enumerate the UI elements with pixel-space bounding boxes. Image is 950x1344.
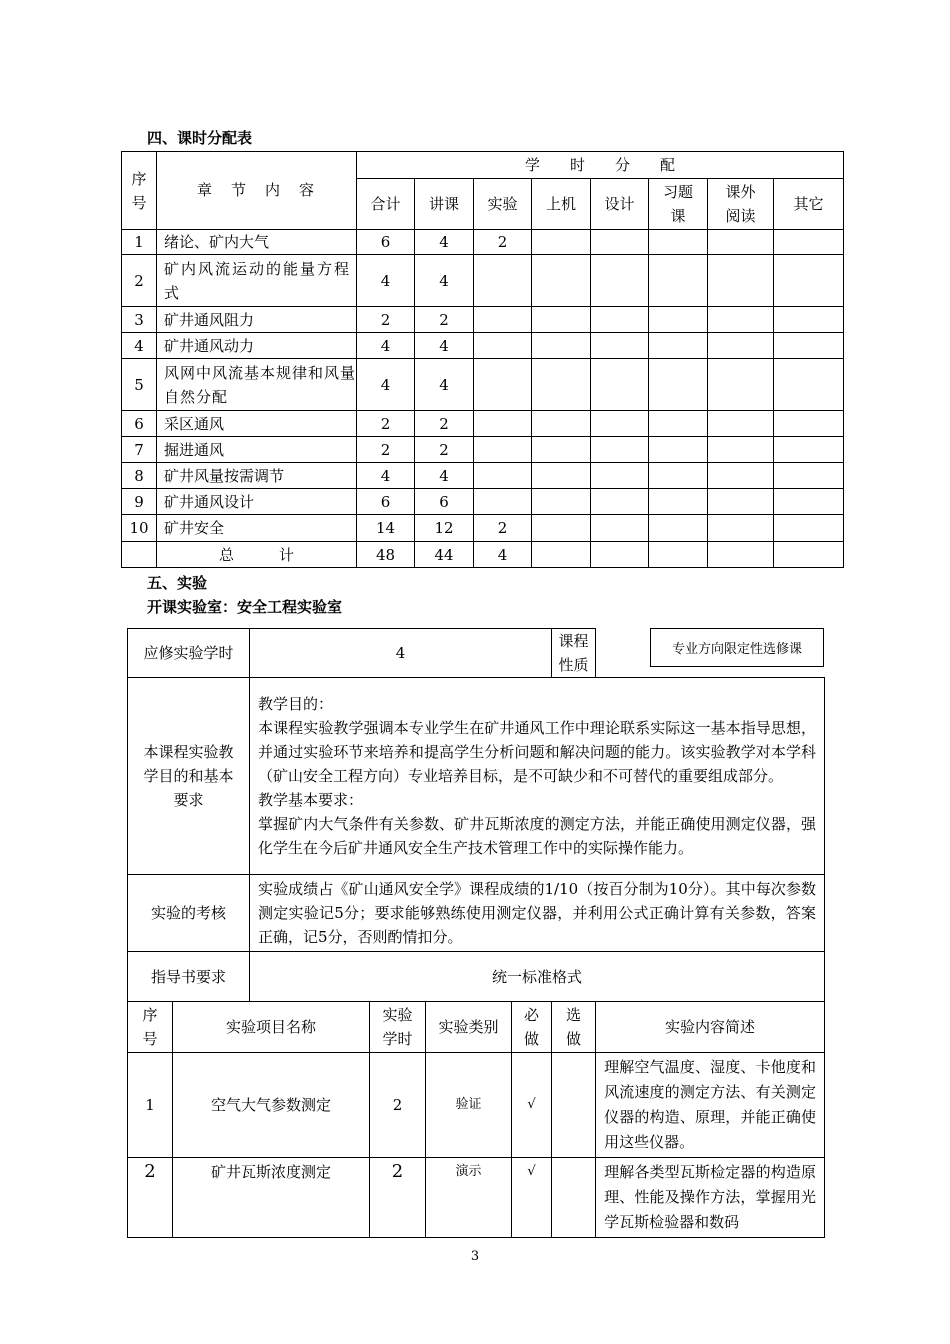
table-row (122, 333, 844, 359)
row-total: 6 (357, 489, 415, 515)
row-lab: 2 (474, 515, 532, 542)
row-seq: 6 (122, 411, 157, 437)
purpose-req-body: 掌握矿内大气条件有关参数、矿井瓦斯浓度的测定方法，并能正确使用测定仪器，强化学生在今后矿井通风安全生产技术管理工作中的实际操作能力。 (258, 815, 817, 857)
row-seq: 10 (122, 515, 157, 542)
col-other: 其它 (774, 179, 844, 230)
section4-title: 四、课时分配表 (147, 129, 253, 147)
section5-title: 五、实验 (147, 574, 208, 592)
items-header (128, 1002, 825, 1053)
row-name: 掘进通风 (157, 437, 357, 463)
total-total: 48 (357, 542, 415, 568)
row-seq: 7 (122, 437, 157, 463)
item-desc: 理解空气温度、湿度、卡他度和风流速度的测定方法、有关测定仪器的构造、原理，并能正确使用这些仪器。 (596, 1053, 825, 1158)
table-row (122, 489, 844, 515)
row-total: 4 (357, 359, 415, 411)
row-name: 矿井风量按需调节 (157, 463, 357, 489)
header-hours: 学 时 分 配 (357, 152, 844, 179)
item-hours: 2 (370, 1053, 426, 1158)
item-hours: 2 (370, 1158, 426, 1238)
row-lab (474, 359, 532, 411)
row-lab (474, 307, 532, 333)
table-row (122, 307, 844, 333)
row-total: 2 (357, 411, 415, 437)
row-lecture: 6 (415, 489, 474, 515)
total-lab: 4 (474, 542, 532, 568)
item-name: 空气大气参数测定 (173, 1053, 370, 1158)
col-reading: 课外阅读 (708, 179, 774, 230)
row-lecture: 4 (415, 255, 474, 307)
row-lecture: 4 (415, 230, 474, 255)
lab-room: 开课实验室：安全工程实验室 (147, 598, 343, 616)
table-row (128, 1053, 825, 1158)
row-lecture: 4 (415, 359, 474, 411)
page-number: 3 (470, 1249, 480, 1264)
row-name: 矿井通风动力 (157, 333, 357, 359)
table-row (122, 359, 844, 411)
row-name: 矿井安全 (157, 515, 357, 542)
exam-text: 实验成绩占《矿山通风安全学》课程成绩的1/10（按百分制为10分）。其中每次参数测定实验记5分；要求能够熟练使用测定仪器，并利用公式正确计算有关参数，答案正确，记5分，否则酌情扣分。 (250, 875, 825, 952)
purpose-text (250, 678, 825, 875)
items-header-hours: 实验学时 (370, 1002, 426, 1053)
table-row (122, 230, 844, 255)
item-type: 验证 (426, 1053, 512, 1158)
item-required: √ (512, 1158, 552, 1238)
row-seq: 5 (122, 359, 157, 411)
items-header-seq: 序号 (128, 1002, 173, 1053)
table-row (122, 515, 844, 542)
hours-value: 4 (250, 629, 552, 678)
item-desc: 理解各类型瓦斯检定器的构造原理、性能及操作方法，掌握用光学瓦斯检验器和数码 (596, 1158, 825, 1238)
row-seq: 2 (122, 255, 157, 307)
purpose-goal-body: 本课程实验教学强调本专业学生在矿井通风工作中理论联系实际这一基本指导思想，并通过实验环节来培养和提高学生分析问题和解决问题的能力。该实验教学对本学科（矿山安全工程方向）专业培养目标，是不可缺少和不可替代的重要组成部分。 (258, 719, 817, 785)
items-header-name: 实验项目名称 (173, 1002, 370, 1053)
header-seq: 序号 (122, 152, 157, 230)
row-lab: 2 (474, 230, 532, 255)
row-lecture: 4 (415, 463, 474, 489)
row-lecture: 2 (415, 307, 474, 333)
row-lab (474, 463, 532, 489)
item-required: √ (512, 1053, 552, 1158)
purpose-label (128, 678, 250, 875)
row-name: 矿内风流运动的能量方程式 (157, 255, 357, 307)
row-seq: 1 (122, 230, 157, 255)
table-row (122, 255, 844, 307)
col-lab: 实验 (474, 179, 532, 230)
experiment-table (127, 628, 825, 1238)
col-exercise: 习题课 (649, 179, 708, 230)
table-row (122, 463, 844, 489)
total-label: 总 计 (157, 542, 357, 568)
row-lab (474, 411, 532, 437)
hours-allocation-table (121, 151, 844, 568)
row-total: 6 (357, 230, 415, 255)
row-name: 采区通风 (157, 411, 357, 437)
row-lecture: 12 (415, 515, 474, 542)
row-name: 矿井通风阻力 (157, 307, 357, 333)
guide-value: 统一标准格式 (250, 952, 825, 1002)
exam-label: 实验的考核 (128, 875, 250, 952)
item-optional (552, 1053, 596, 1158)
nature-label: 课程性质 (552, 629, 596, 678)
item-name: 矿井瓦斯浓度测定 (173, 1158, 370, 1238)
row-name: 矿井通风设计 (157, 489, 357, 515)
row-seq: 3 (122, 307, 157, 333)
items-header-type: 实验类别 (426, 1002, 512, 1053)
row-lecture: 2 (415, 437, 474, 463)
row-total: 2 (357, 437, 415, 463)
col-lecture: 讲课 (415, 179, 474, 230)
header-content: 章 节 内 容 (157, 152, 357, 230)
guide-label: 指导书要求 (128, 952, 250, 1002)
row-total: 4 (357, 463, 415, 489)
col-computer: 上机 (532, 179, 591, 230)
row-name: 风网中风流基本规律和风量自然分配 (157, 359, 357, 411)
row-total: 2 (357, 307, 415, 333)
row-total: 4 (357, 255, 415, 307)
row-seq: 9 (122, 489, 157, 515)
nature-value-box (650, 628, 824, 667)
items-header-desc: 实验内容简述 (596, 1002, 825, 1053)
purpose-goal-title: 教学目的： (258, 695, 334, 713)
total-lecture: 44 (415, 542, 474, 568)
row-lecture: 4 (415, 333, 474, 359)
row-lab (474, 489, 532, 515)
nature-value-text: 专业方向限定性选修课 (671, 642, 802, 657)
row-total: 14 (357, 515, 415, 542)
row-total: 4 (357, 333, 415, 359)
row-lab (474, 255, 532, 307)
row-lecture: 2 (415, 411, 474, 437)
row-lab (474, 437, 532, 463)
purpose-req-title: 教学基本要求： (258, 791, 364, 809)
items-header-optional: 选做 (552, 1002, 596, 1053)
total-row (122, 542, 844, 568)
table-row (128, 1158, 825, 1238)
purpose-label-text: 本课程实验教学目的和基本要求 (143, 743, 234, 809)
table-row (122, 411, 844, 437)
row-lab (474, 333, 532, 359)
item-optional (552, 1158, 596, 1238)
table-row (122, 437, 844, 463)
hours-label: 应修实验学时 (128, 629, 250, 678)
row-seq: 8 (122, 463, 157, 489)
item-seq: 2 (128, 1158, 173, 1238)
item-seq: 1 (128, 1053, 173, 1158)
items-header-required: 必做 (512, 1002, 552, 1053)
row-seq: 4 (122, 333, 157, 359)
col-total: 合计 (357, 179, 415, 230)
item-type: 演示 (426, 1158, 512, 1238)
col-design: 设计 (591, 179, 649, 230)
row-name: 绪论、矿内大气 (157, 230, 357, 255)
